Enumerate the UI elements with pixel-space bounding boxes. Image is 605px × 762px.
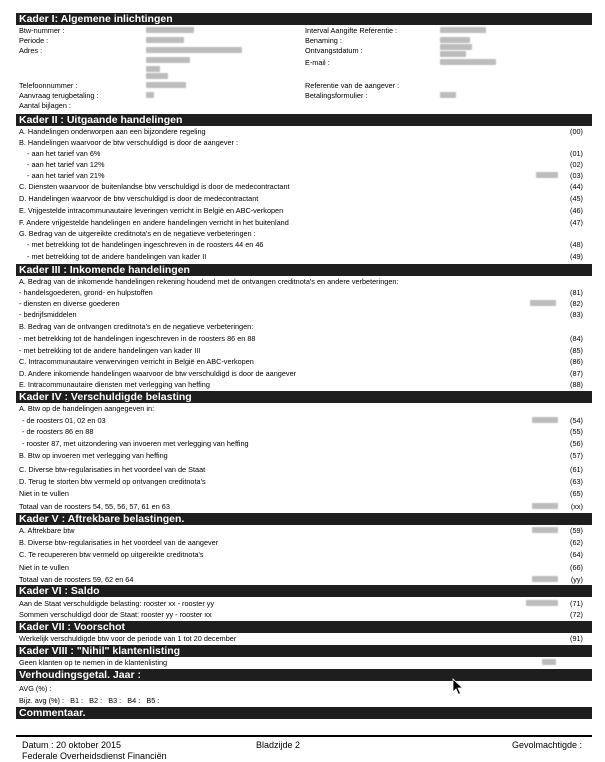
aanvraag-terugbetaling-label: Aanvraag terugbetaling : bbox=[19, 91, 99, 100]
kader7-code: (91) bbox=[570, 634, 583, 643]
kader3-row: C. Intracommunautaire verwervingen verricht in België en ABC-verkopen bbox=[19, 357, 254, 366]
redacted-value bbox=[536, 172, 558, 178]
kader4-code: (56) bbox=[570, 439, 583, 448]
kader2-row: B. Handelingen waarvoor de btw verschuldigd is door de aangever : bbox=[19, 138, 239, 147]
kader3-code: (87) bbox=[570, 369, 583, 378]
kader3-code: (83) bbox=[570, 310, 583, 319]
kader3-code: (86) bbox=[570, 357, 583, 366]
kader3-row: - met betrekking tot de handelingen ingeschreven in de roosters 86 en 88 bbox=[19, 334, 256, 343]
bijz-avg-label: Bijz. avg (%) : B1 : B2 : B3 : B4 : B5 : bbox=[19, 696, 160, 705]
redacted-value bbox=[440, 92, 456, 98]
redacted-value bbox=[440, 51, 466, 57]
kader4-row: Niet in te vullen bbox=[19, 489, 69, 498]
kader3-code: (84) bbox=[570, 334, 583, 343]
referentie-aangever-label: Referentie van de aangever : bbox=[305, 81, 400, 90]
kader3-row: E. Intracommunautaire diensten met verlegging van heffing bbox=[19, 380, 210, 389]
kader4-row: D. Terug te storten btw vermeld op ontvangen creditnota's bbox=[19, 477, 206, 486]
kader2-row: G. Bedrag van de uitgereikte creditnota's en de negatieve verbeteringen : bbox=[19, 229, 256, 238]
kader3-row: - met betrekking tot de andere handelingen van kader III bbox=[19, 346, 201, 355]
kader2-code: (44) bbox=[570, 182, 583, 191]
ontvangstdatum-label: Ontvangstdatum : bbox=[305, 46, 363, 55]
kader5-code: (64) bbox=[570, 550, 583, 559]
kader5-row: A. Aftrekbare btw bbox=[19, 526, 75, 535]
kader-4-header: Kader IV : Verschuldigde belasting bbox=[16, 391, 592, 403]
footer-bladzijde: Bladzijde 2 bbox=[256, 740, 301, 750]
redacted-value bbox=[146, 47, 242, 53]
footer-fod: Federale Overheidsdienst Financiën bbox=[22, 751, 167, 761]
kader3-row: A. Bedrag van de inkomende handelingen rekening houdend met de ontvangen creditnota's en andere verbeteringen: bbox=[19, 277, 399, 286]
kader-5-header: Kader V : Aftrekbare belastingen. bbox=[16, 513, 592, 525]
redacted-value bbox=[146, 57, 190, 63]
kader4-code: (63) bbox=[570, 477, 583, 486]
kader-6-header: Kader VI : Saldo bbox=[16, 585, 592, 597]
redacted-value bbox=[440, 59, 496, 65]
kader5-code: (62) bbox=[570, 538, 583, 547]
redacted-value bbox=[526, 600, 558, 606]
kader2-code: (03) bbox=[570, 171, 583, 180]
redacted-value bbox=[542, 659, 556, 665]
redacted-value bbox=[146, 27, 194, 33]
kader3-row: D. Andere inkomende handelingen waarvoor de btw verschuldigd is door de aangever bbox=[19, 369, 297, 378]
mouse-cursor-icon bbox=[452, 678, 464, 696]
kader2-code: (45) bbox=[570, 194, 583, 203]
verhoudingsgetal-header: Verhoudingsgetal. Jaar : bbox=[16, 669, 592, 681]
kader2-code: (00) bbox=[570, 127, 583, 136]
redacted-value bbox=[146, 73, 168, 79]
benaming-label: Benaming : bbox=[305, 36, 342, 45]
kader4-row: - de roosters 86 en 88 bbox=[22, 427, 94, 436]
kader4-row: A. Btw op de handelingen aangegeven in: bbox=[19, 404, 155, 413]
redacted-value bbox=[146, 66, 160, 72]
redacted-value bbox=[146, 92, 154, 98]
footer-gevolmachtigde: Gevolmachtigde : bbox=[512, 740, 583, 750]
kader6-row: Sommen verschuldigd door de Staat: rooster yy - rooster xx bbox=[19, 610, 212, 619]
kader3-row: - diensten en diverse goederen bbox=[19, 299, 120, 308]
kader-8-header: Kader VIII : "Nihil" klantenlisting bbox=[16, 645, 592, 657]
kader2-row: C. Diensten waarvoor de buitenlandse btw verschuldigd is door de medecontractant bbox=[19, 182, 290, 191]
kader3-code: (88) bbox=[570, 380, 583, 389]
redacted-value bbox=[146, 37, 184, 43]
kader4-code: (57) bbox=[570, 451, 583, 460]
kader4-code: (61) bbox=[570, 465, 583, 474]
kader5-code: (59) bbox=[570, 526, 583, 535]
kader6-code: (72) bbox=[570, 610, 583, 619]
kader2-row: - met betrekking tot de handelingen ingeschreven in de roosters 44 en 46 bbox=[27, 240, 264, 249]
kader2-code: (47) bbox=[570, 218, 583, 227]
kader4-code: (xx) bbox=[570, 502, 583, 511]
redacted-value bbox=[440, 27, 486, 33]
redacted-value bbox=[440, 44, 472, 50]
kader3-row: - bedrijfsmiddelen bbox=[19, 310, 77, 319]
kader5-code: (66) bbox=[570, 563, 583, 572]
kader3-row: B. Bedrag van de ontvangen creditnota's en de negatieve verbeteringen: bbox=[19, 322, 254, 331]
kader6-code: (71) bbox=[570, 599, 583, 608]
kader8-row: Geen klanten op te nemen in de klantenlisting bbox=[19, 658, 168, 667]
kader2-code: (49) bbox=[570, 252, 583, 261]
kader4-row: - rooster 87, met uitzondering van invoeren met verlegging van heffing bbox=[22, 439, 249, 448]
kader5-row: Totaal van de roosters 59, 62 en 64 bbox=[19, 575, 134, 584]
kader4-row: C. Diverse btw-regularisaties in het voordeel van de Staat bbox=[19, 465, 206, 474]
kader2-row: - aan het tarief van 21% bbox=[27, 171, 105, 180]
redacted-value bbox=[532, 576, 558, 582]
periode-label: Periode : bbox=[19, 36, 49, 45]
redacted-value bbox=[440, 37, 470, 43]
kader3-code: (82) bbox=[570, 299, 583, 308]
kader-3-header: Kader III : Inkomende handelingen bbox=[16, 264, 592, 276]
telefoonnummer-label: Telefoonnummer : bbox=[19, 81, 78, 90]
redacted-value bbox=[532, 527, 558, 533]
footer-rule bbox=[16, 735, 592, 737]
kader2-code: (48) bbox=[570, 240, 583, 249]
kader2-code: (02) bbox=[570, 160, 583, 169]
btw-nummer-label: Btw-nummer : bbox=[19, 26, 65, 35]
kader2-row: - aan het tarief van 6% bbox=[27, 149, 101, 158]
kader7-row: Werkelijk verschuldigde btw voor de periode van 1 tot 20 december bbox=[19, 634, 237, 643]
kader4-code: (54) bbox=[570, 416, 583, 425]
kader-7-header: Kader VII : Voorschot bbox=[16, 621, 592, 633]
redacted-value bbox=[532, 417, 558, 423]
email-label: E-mail : bbox=[305, 58, 330, 67]
kader5-row: C. Te recupereren btw vermeld op uitgereikte creditnota's bbox=[19, 550, 204, 559]
footer-datum: Datum : 20 oktober 2015 bbox=[22, 740, 122, 750]
kader2-row: F. Andere vrijgestelde handelingen en andere handelingen verricht in het buitenland bbox=[19, 218, 289, 227]
kader4-code: (55) bbox=[570, 427, 583, 436]
kader4-row: - de roosters 01, 02 en 03 bbox=[22, 416, 106, 425]
aantal-bijlagen-label: Aantal bijlagen : bbox=[19, 101, 71, 110]
kader5-row: B. Diverse btw-regularisaties in het voordeel van de aangever bbox=[19, 538, 219, 547]
betalingsformulier-label: Betalingsformulier : bbox=[305, 91, 368, 100]
kader5-row: Niet in te vullen bbox=[19, 563, 69, 572]
kader4-row: B. Btw op invoeren met verlegging van heffing bbox=[19, 451, 168, 460]
kader2-row: - aan het tarief van 12% bbox=[27, 160, 105, 169]
kader4-row: Totaal van de roosters 54, 55, 56, 57, 61 en 63 bbox=[19, 502, 170, 511]
kader5-code: (yy) bbox=[570, 575, 583, 584]
redacted-value bbox=[146, 82, 186, 88]
commentaar-header: Commentaar. bbox=[16, 707, 592, 719]
kader2-row: D. Handelingen waarvoor de btw verschuldigd is door de medecontractant bbox=[19, 194, 259, 203]
kader2-code: (46) bbox=[570, 206, 583, 215]
kader4-code: (65) bbox=[570, 489, 583, 498]
kader2-row: A. Handelingen onderworpen aan een bijzondere regeling bbox=[19, 127, 206, 136]
kader3-code: (85) bbox=[570, 346, 583, 355]
kader3-row: - handelsgoederen, grond- en hulpstoffen bbox=[19, 288, 153, 297]
kader2-row: E. Vrijgestelde intracommunautaire leveringen verricht in België en ABC-verkopen bbox=[19, 206, 284, 215]
kader-1-header: Kader I: Algemene inlichtingen bbox=[16, 13, 592, 25]
kader6-row: Aan de Staat verschuldigde belasting: rooster xx - rooster yy bbox=[19, 599, 215, 608]
redacted-value bbox=[532, 503, 558, 509]
kader3-code: (81) bbox=[570, 288, 583, 297]
interval-aangifte-label: Interval Aangifte Referentie : bbox=[305, 26, 398, 35]
kader-2-header: Kader II : Uitgaande handelingen bbox=[16, 114, 592, 126]
avg-label: AVG (%) : bbox=[19, 684, 52, 693]
kader2-row: - met betrekking tot de andere handelingen van kader II bbox=[27, 252, 207, 261]
kader2-code: (01) bbox=[570, 149, 583, 158]
adres-label: Adres : bbox=[19, 46, 43, 55]
redacted-value bbox=[530, 300, 556, 306]
